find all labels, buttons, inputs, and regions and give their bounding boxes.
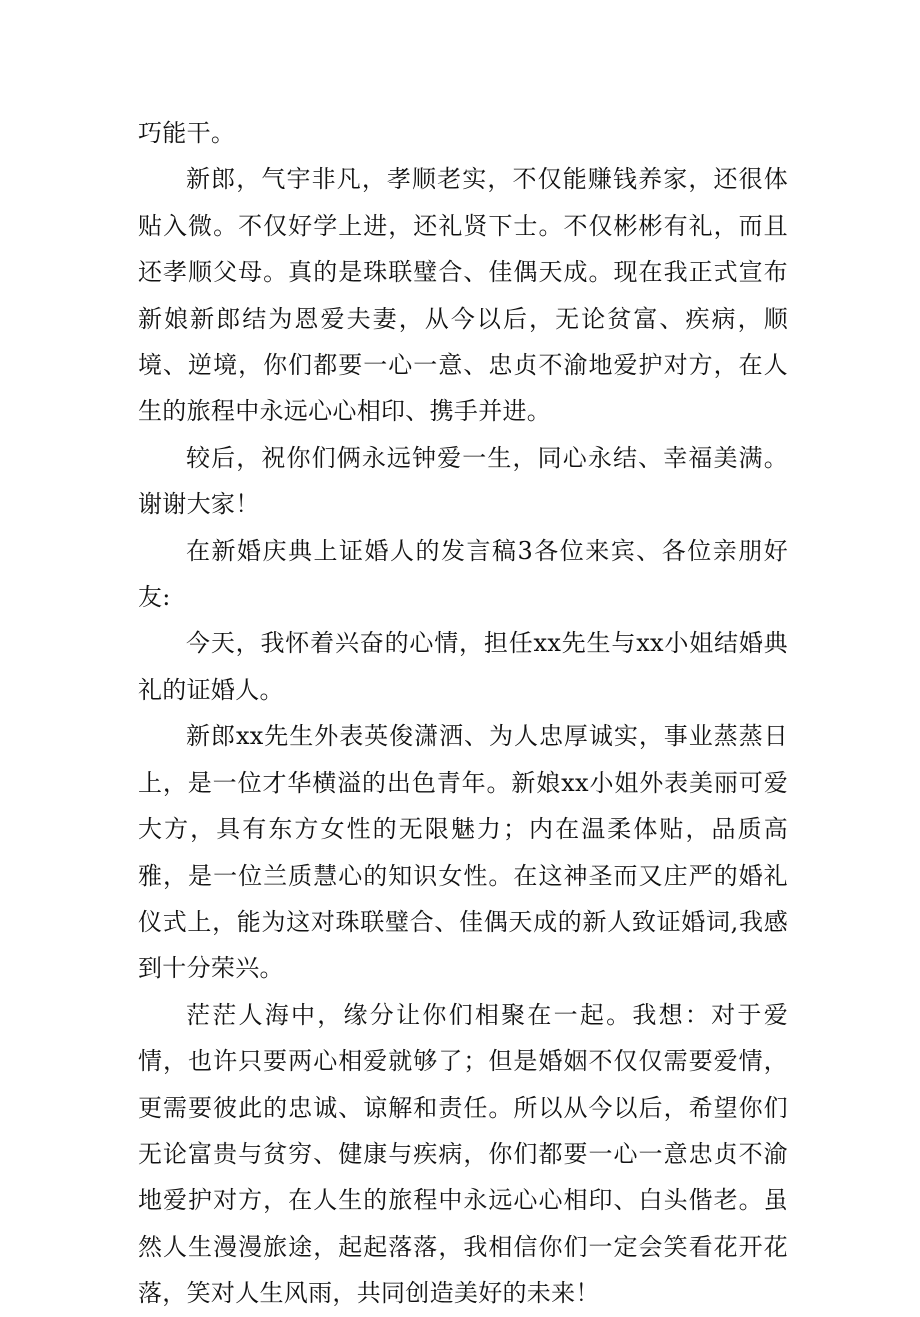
paragraph-couple-introduction: 新郎xx先生外表英俊潇洒、为人忠厚诚实，事业蒸蒸日上，是一位才华横溢的出色青年。新娘xx小姐外表美丽可爱大方，具有东方女性的无限魅力；内在温柔体贴，品质高雅，是一位兰质慧心的知识女性。在这神圣而又庄严的婚礼仪式上，能为这对珠联璧合、佳偶天成的新人致证婚词,我感到十分荣兴。 (138, 722, 788, 983)
paragraph-closing-blessing: 较后，祝你们俩永远钟爱一生，同心永结、幸福美满。谢谢大家！ (138, 443, 788, 519)
paragraph-groom-praise: 新郎，气宇非凡，孝顺老实，不仅能赚钱养家，还很体贴入微。不仅好学上进，还礼贤下士。不仅彬彬有礼，而且还孝顺父母。真的是珠联璧合、佳偶天成。现在我正式宣布新娘新郎结为恩爱夫妻，从今以后，无论贫富、疾病，顺境、逆境，你们都要一心一意、忠贞不渝地爱护对方，在人生的旅程中永远心心相印、携手并进。 (138, 165, 788, 426)
paragraph-continuation: 巧能干。 (138, 119, 236, 147)
document-body (138, 110, 788, 1317)
paragraph-opening: 今天，我怀着兴奋的心情，担任xx先生与xx小姐结婚典礼的证婚人。 (138, 629, 788, 704)
paragraph-marriage-wishes: 茫茫人海中，缘分让你们相聚在一起。我想：对于爱情，也许只要两心相爱就够了；但是婚姻不仅仅需要爱情，更需要彼此的忠诚、谅解和责任。所以从今以后，希望你们无论富贵与贫穷、健康与疾病，你们都要一心一意忠贞不渝地爱护对方，在人生的旅程中永远心心相印、白头偕老。虽然人生漫漫旅途，起起落落，我相信你们一定会笑看花开花落，笑对人生风雨，共同创造美好的未来！ (138, 1000, 788, 1308)
paragraph-speech-heading: 在新婚庆典上证婚人的发言稿3各位来宾、各位亲朋好友: (138, 536, 788, 612)
